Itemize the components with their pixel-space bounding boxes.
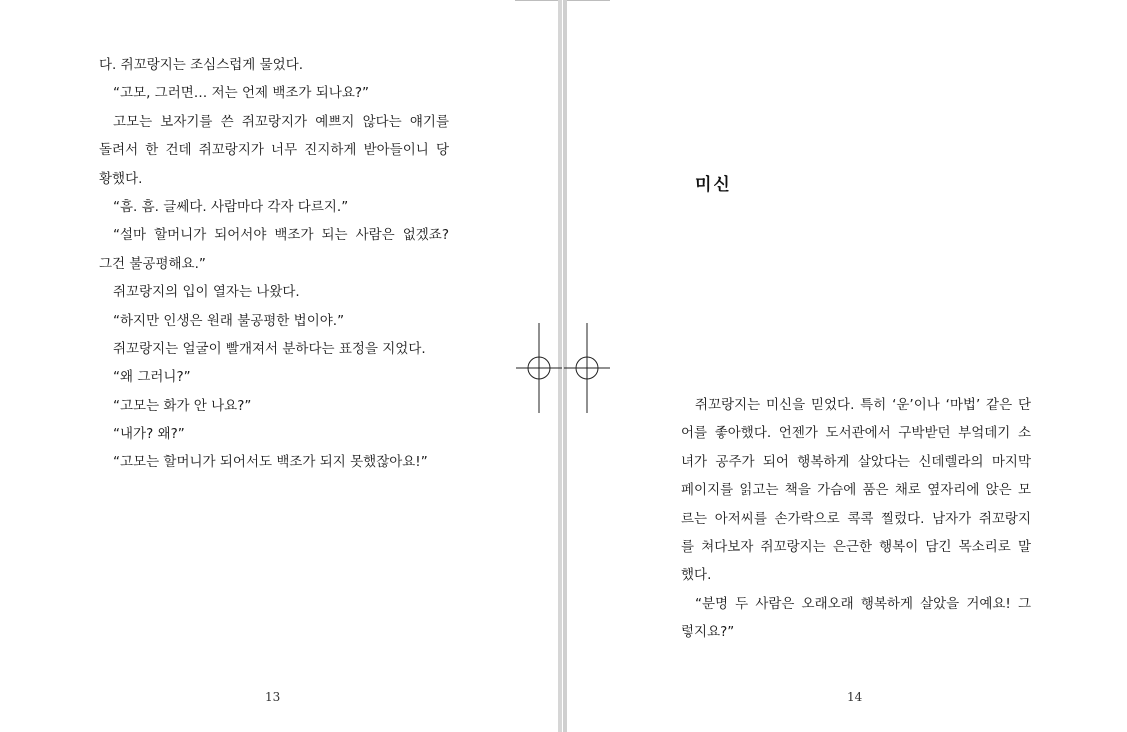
chapter-title: 미신 (695, 175, 732, 195)
body-line: 고모는 보자기를 쓴 쥐꼬랑지가 예쁘지 않다는 얘기를 (113, 113, 449, 130)
body-line: “하지만 인생은 원래 불공평한 법이야.” (113, 312, 345, 329)
body-line: “설마 할머니가 되어서야 백조가 되는 사람은 없겠죠? (113, 227, 449, 244)
page-number-right: 14 (847, 690, 863, 704)
body-line: 페이지를 읽고는 책을 가슴에 품은 채로 옆자리에 앉은 모 (681, 482, 1031, 499)
registration-mark-icon (564, 323, 610, 413)
body-line: “왜 그러니?” (113, 369, 191, 386)
body-line: “고모는 할머니가 되어서도 백조가 되지 못했잖아요!” (113, 454, 428, 471)
body-line: 쥐꼬랑지의 입이 열자는 나왔다. (113, 284, 300, 301)
body-line: 를 쳐다보자 쥐꼬랑지는 은근한 행복이 담긴 목소리로 말 (681, 538, 1031, 555)
trim-line-right (567, 0, 610, 1)
body-line: 했다. (681, 567, 712, 584)
body-line: 황했다. (99, 170, 143, 187)
body-line: “흠. 흠. 글쎄다. 사람마다 각자 다르지.” (113, 198, 349, 215)
body-line: “고모, 그러면… 저는 언제 백조가 되나요?” (113, 85, 370, 102)
body-line: 렇지요?” (681, 624, 735, 641)
right-page-body (681, 391, 1031, 647)
page-number-left: 13 (265, 690, 281, 704)
registration-mark-icon (516, 323, 562, 413)
body-line: 다. 쥐꼬랑지는 조심스럽게 물었다. (99, 57, 304, 73)
body-line: 그건 불공평해요.” (99, 255, 206, 272)
body-line: 르는 아저씨를 손가락으로 콕콕 찔렀다. 남자가 쥐꼬랑지 (681, 510, 1031, 527)
body-line: 녀가 공주가 되어 행복하게 살았다는 신데렐라의 마지막 (681, 453, 1031, 470)
trim-line-left (515, 0, 558, 1)
body-line: “분명 두 사람은 오래오래 행복하게 살았을 거예요! 그 (695, 595, 1031, 612)
left-page-body (99, 51, 449, 477)
body-line: 돌려서 한 건데 쥐꼬랑지가 너무 진지하게 받아들이니 당 (99, 142, 449, 159)
body-line: “고모는 화가 안 나요?” (113, 397, 252, 414)
body-line: 어를 좋아했다. 언젠가 도서관에서 구박받던 부엌데기 소 (681, 425, 1031, 442)
body-line: “내가? 왜?” (113, 426, 185, 443)
body-line: 쥐꼬랑지는 미신을 믿었다. 특히 ‘운’이나 ‘마법’ 같은 단 (695, 397, 1031, 413)
body-line: 쥐꼬랑지는 얼굴이 빨개져서 분하다는 표정을 지었다. (113, 340, 426, 357)
